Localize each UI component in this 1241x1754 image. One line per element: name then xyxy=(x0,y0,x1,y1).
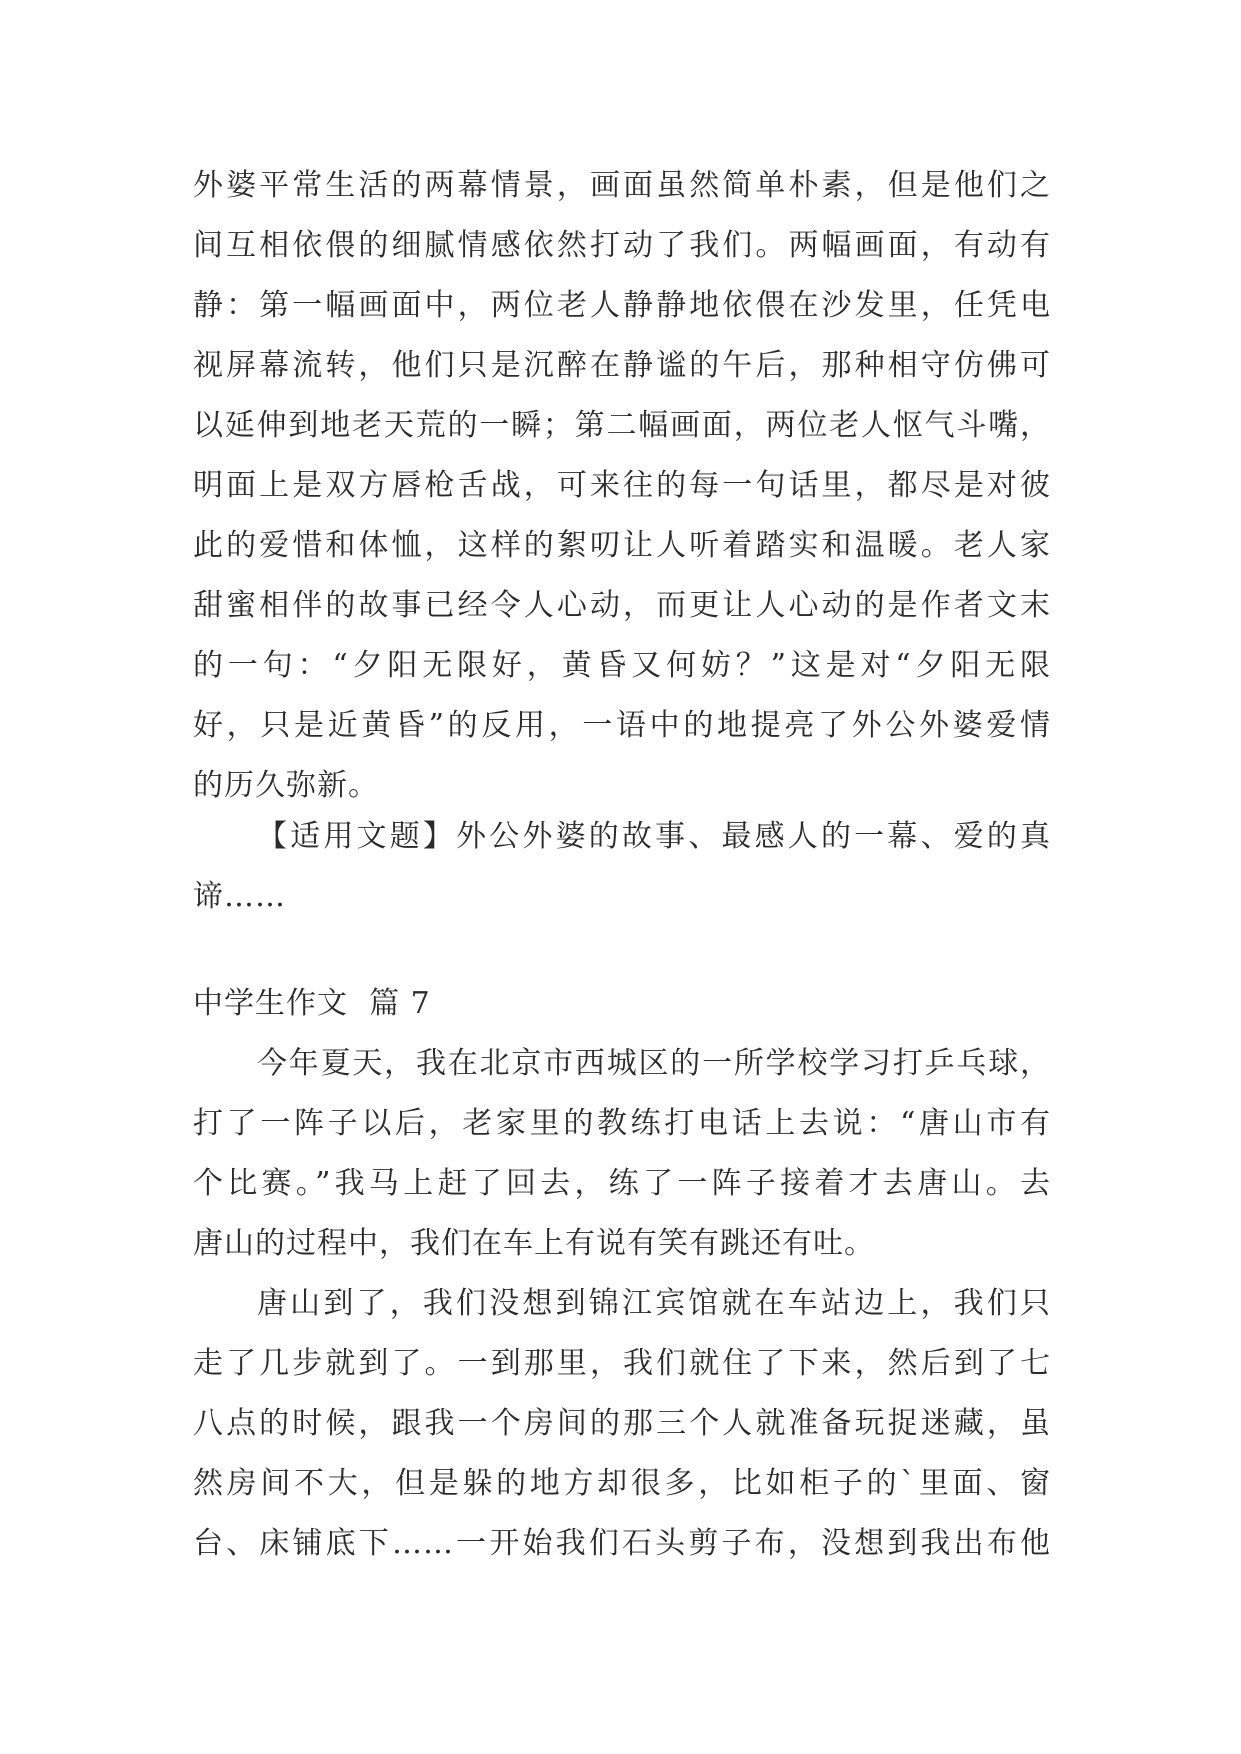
text-line: 此的爱惜和体恤，这样的絮叨让人听着踏实和温暖。老人家 xyxy=(193,528,1051,563)
text-line: 的历久弥新。 xyxy=(193,768,379,803)
text-line: 唐山的过程中，我们在车上有说有笑有跳还有吐。 xyxy=(193,1226,875,1261)
text-line: 然房间不大，但是躲的地方却很多，比如柜子的`里面、窗 xyxy=(193,1466,1051,1501)
text-line: 明面上是双方唇枪舌战，可来往的每一句话里，都尽是对彼 xyxy=(193,468,1051,503)
text-line: 打了一阵子以后，老家里的教练打电话上去说：“唐山市有 xyxy=(193,1106,1051,1141)
section-heading: 中学生作文 篇 7 xyxy=(193,986,431,1021)
text-line: 个比赛。”我马上赶了回去，练了一阵子接着才去唐山。去 xyxy=(193,1166,1051,1201)
essay-section xyxy=(193,974,1051,1574)
essay-paragraph xyxy=(193,1274,1051,1574)
text-line: 今年夏天，我在北京市西城区的一所学校学习打乒乓球， xyxy=(257,1046,1051,1081)
text-line: 走了几步就到了。一到那里，我们就住了下来，然后到了七 xyxy=(193,1346,1051,1381)
text-line: 视屏幕流转，他们只是沉醉在静谧的午后，那种相守仿佛可 xyxy=(193,348,1051,383)
text-line: 谛…… xyxy=(193,879,286,914)
text-line: 台、床铺底下……一开始我们石头剪子布，没想到我出布他 xyxy=(193,1526,1051,1561)
text-line: 【适用文题】外公外婆的故事、最感人的一幕、爱的真 xyxy=(257,819,1051,854)
text-line: 以延伸到地老天荒的一瞬；第二幅画面，两位老人怄气斗嘴， xyxy=(193,408,1051,443)
text-line: 的一句：“夕阳无限好，黄昏又何妨？”这是对“夕阳无限 xyxy=(193,648,1051,683)
text-line: 静：第一幅画面中，两位老人静静地依偎在沙发里，任凭电 xyxy=(193,288,1051,323)
essay-paragraph xyxy=(193,1034,1051,1274)
text-line: 甜蜜相伴的故事已经令人心动，而更让人心动的是作者文末 xyxy=(193,588,1051,623)
text-line: 八点的时候，跟我一个房间的那三个人就准备玩捉迷藏，虽 xyxy=(193,1406,1051,1441)
text-line: 好，只是近黄昏”的反用，一语中的地提亮了外公外婆爱情 xyxy=(193,708,1051,743)
text-line: 外婆平常生活的两幕情景，画面虽然简单朴素，但是他们之 xyxy=(193,168,1051,203)
paragraph-commentary xyxy=(193,156,1051,816)
paragraph-applicable-topics xyxy=(193,807,1051,927)
text-line: 间互相依偎的细腻情感依然打动了我们。两幅画面，有动有 xyxy=(193,228,1051,263)
text-line: 唐山到了，我们没想到锦江宾馆就在车站边上，我们只 xyxy=(257,1286,1051,1321)
